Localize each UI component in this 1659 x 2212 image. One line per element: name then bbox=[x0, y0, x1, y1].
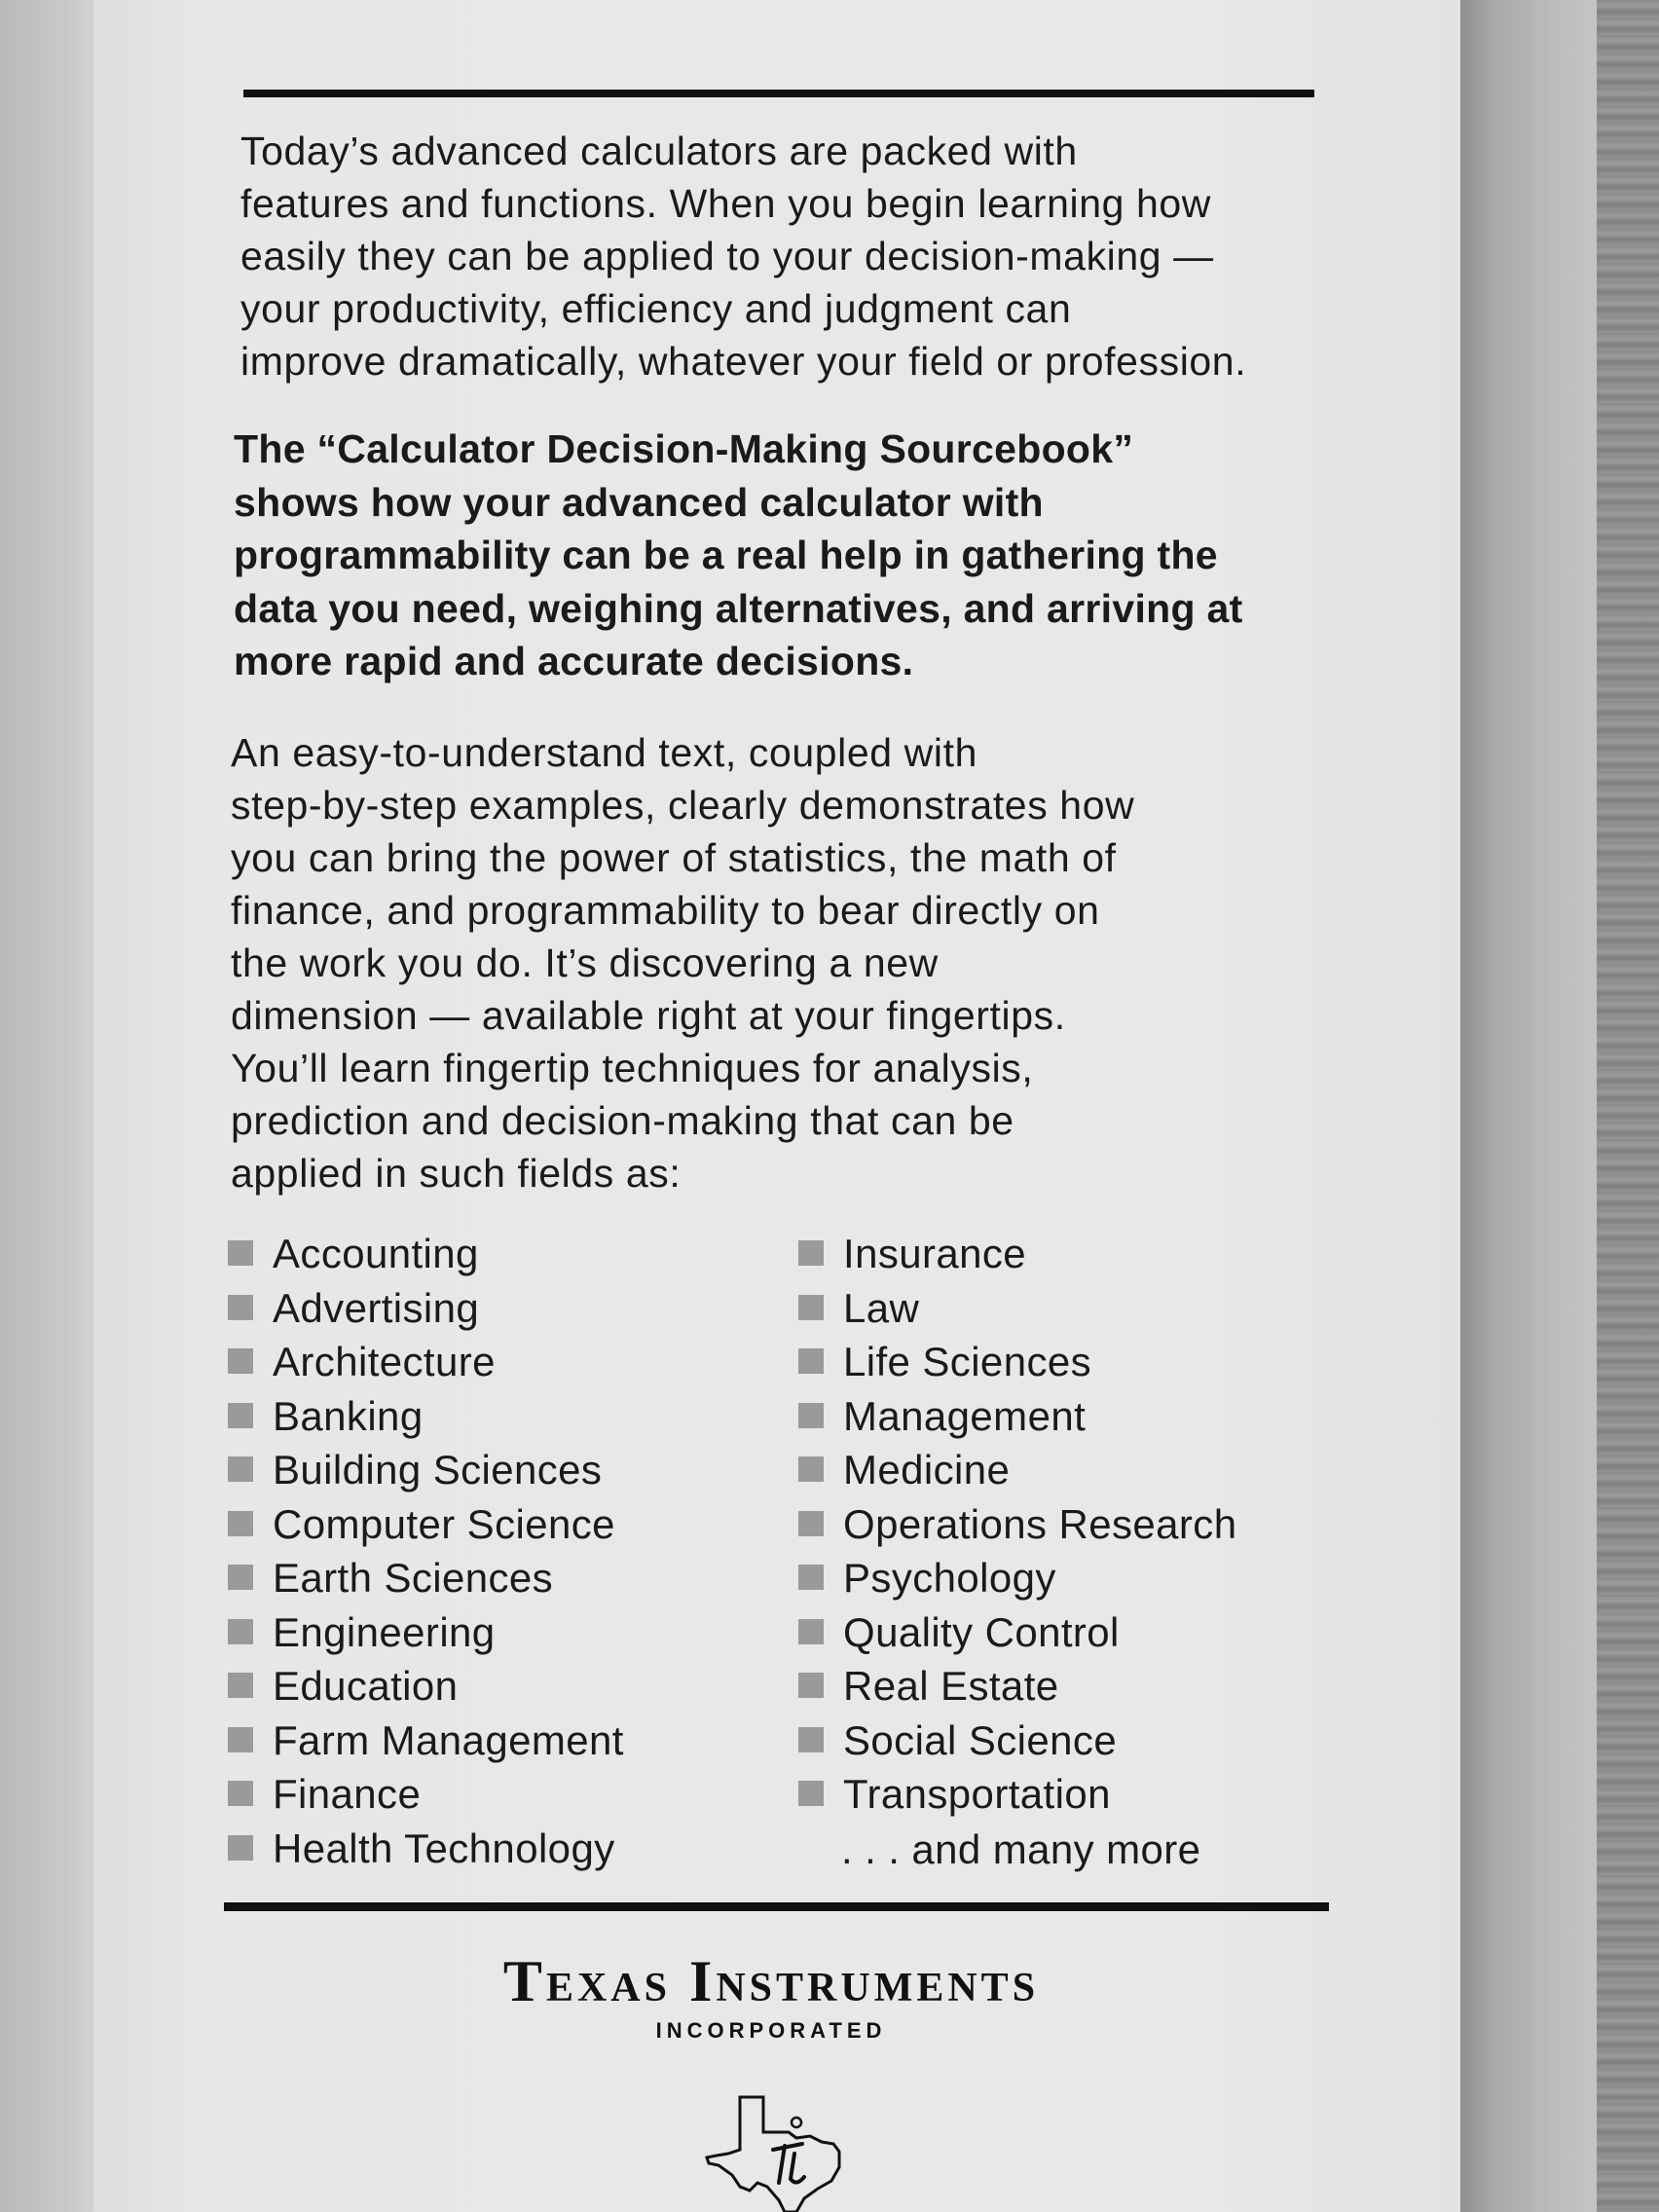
highlight-line: programmability can be a real help in gathering the bbox=[234, 533, 1218, 577]
field-label: Management bbox=[843, 1392, 1087, 1439]
book-spine-edge bbox=[1597, 0, 1659, 2212]
square-bullet-icon bbox=[228, 1295, 253, 1320]
highlight-line: data you need, weighing alternatives, and arriving at bbox=[234, 585, 1243, 631]
intro-line: improve dramatically, whatever your field or profession. bbox=[240, 339, 1247, 384]
highlight-line: The “Calculator Decision-Making Sourcebook” bbox=[234, 426, 1134, 471]
square-bullet-icon bbox=[228, 1619, 253, 1644]
body-line: prediction and decision-making that can be bbox=[231, 1098, 1014, 1143]
square-bullet-icon bbox=[228, 1456, 253, 1482]
texas-ti-logo-icon bbox=[703, 2093, 849, 2212]
intro-paragraph bbox=[240, 125, 1246, 387]
field-label: Quality Control bbox=[843, 1608, 1120, 1655]
body-line: applied in such fields as: bbox=[231, 1151, 682, 1196]
square-bullet-icon bbox=[798, 1456, 824, 1482]
intro-line: features and functions. When you begin learning how bbox=[240, 181, 1212, 226]
top-rule bbox=[243, 90, 1314, 97]
body-line: you can bring the power of statistics, the math of bbox=[231, 835, 1117, 880]
square-bullet-icon bbox=[798, 1295, 824, 1320]
square-bullet-icon bbox=[228, 1511, 253, 1536]
field-label: Earth Sciences bbox=[273, 1555, 554, 1601]
field-label: Real Estate bbox=[843, 1663, 1059, 1709]
field-label: Medicine bbox=[843, 1447, 1011, 1493]
field-label: Advertising bbox=[273, 1284, 480, 1331]
body-paragraph bbox=[231, 726, 1134, 1199]
square-bullet-icon bbox=[228, 1240, 253, 1266]
square-bullet-icon bbox=[798, 1403, 824, 1428]
body-line: the work you do. It’s discovering a new bbox=[231, 940, 939, 985]
body-line: step-by-step examples, clearly demonstrates how bbox=[231, 783, 1135, 828]
field-label: Banking bbox=[273, 1392, 424, 1439]
field-label: Law bbox=[843, 1284, 920, 1331]
square-bullet-icon bbox=[228, 1673, 253, 1698]
square-bullet-icon bbox=[228, 1727, 253, 1752]
field-label: Social Science bbox=[843, 1716, 1118, 1763]
field-label: Life Sciences bbox=[843, 1339, 1092, 1384]
square-bullet-icon bbox=[798, 1781, 824, 1806]
field-label: Transportation bbox=[843, 1771, 1111, 1817]
field-label: Education bbox=[273, 1663, 459, 1709]
intro-line: your productivity, efficiency and judgment can bbox=[240, 286, 1072, 331]
square-bullet-icon bbox=[798, 1673, 824, 1698]
highlight-line: more rapid and accurate decisions. bbox=[234, 639, 914, 683]
bottom-rule bbox=[224, 1902, 1329, 1911]
intro-line: Today’s advanced calculators are packed with bbox=[240, 129, 1078, 173]
field-label: Accounting bbox=[273, 1231, 479, 1276]
brand-subtitle: INCORPORATED bbox=[655, 2018, 887, 2043]
highlight-line: shows how your advanced calculator with bbox=[234, 479, 1044, 525]
and-many-more-text: . . . and many more bbox=[841, 1826, 1201, 1872]
square-bullet-icon bbox=[228, 1781, 253, 1806]
body-line: dimension — available right at your fingertips. bbox=[231, 993, 1066, 1038]
square-bullet-icon bbox=[798, 1348, 824, 1374]
intro-line: easily they can be applied to your decision-making — bbox=[240, 234, 1214, 278]
page-edge-shadow bbox=[1460, 0, 1597, 2212]
highlight-paragraph bbox=[234, 423, 1243, 688]
square-bullet-icon bbox=[228, 1403, 253, 1428]
left-background bbox=[0, 0, 97, 2212]
field-label: Architecture bbox=[273, 1339, 496, 1384]
square-bullet-icon bbox=[228, 1565, 253, 1590]
field-label: Insurance bbox=[843, 1231, 1027, 1276]
square-bullet-icon bbox=[798, 1727, 824, 1752]
square-bullet-icon bbox=[798, 1565, 824, 1590]
body-line: finance, and programmability to bear directly on bbox=[231, 888, 1100, 933]
field-label: Engineering bbox=[273, 1608, 496, 1655]
square-bullet-icon bbox=[228, 1348, 253, 1374]
brand-name: Texas Instruments bbox=[502, 1949, 1040, 2013]
square-bullet-icon bbox=[228, 1835, 253, 1861]
body-line: You’ll learn fingertip techniques for analysis, bbox=[231, 1046, 1034, 1090]
square-bullet-icon bbox=[798, 1619, 824, 1644]
square-bullet-icon bbox=[798, 1511, 824, 1536]
square-bullet-icon bbox=[798, 1240, 824, 1266]
field-label: Health Technology bbox=[273, 1825, 615, 1871]
field-label: Computer Science bbox=[273, 1500, 615, 1547]
field-label: Psychology bbox=[843, 1555, 1056, 1601]
field-label: Building Sciences bbox=[273, 1447, 603, 1493]
field-label: Operations Research bbox=[843, 1500, 1237, 1547]
body-line: An easy-to-understand text, coupled with bbox=[231, 730, 977, 775]
field-label: Finance bbox=[273, 1771, 422, 1817]
field-label: Farm Management bbox=[273, 1716, 624, 1763]
